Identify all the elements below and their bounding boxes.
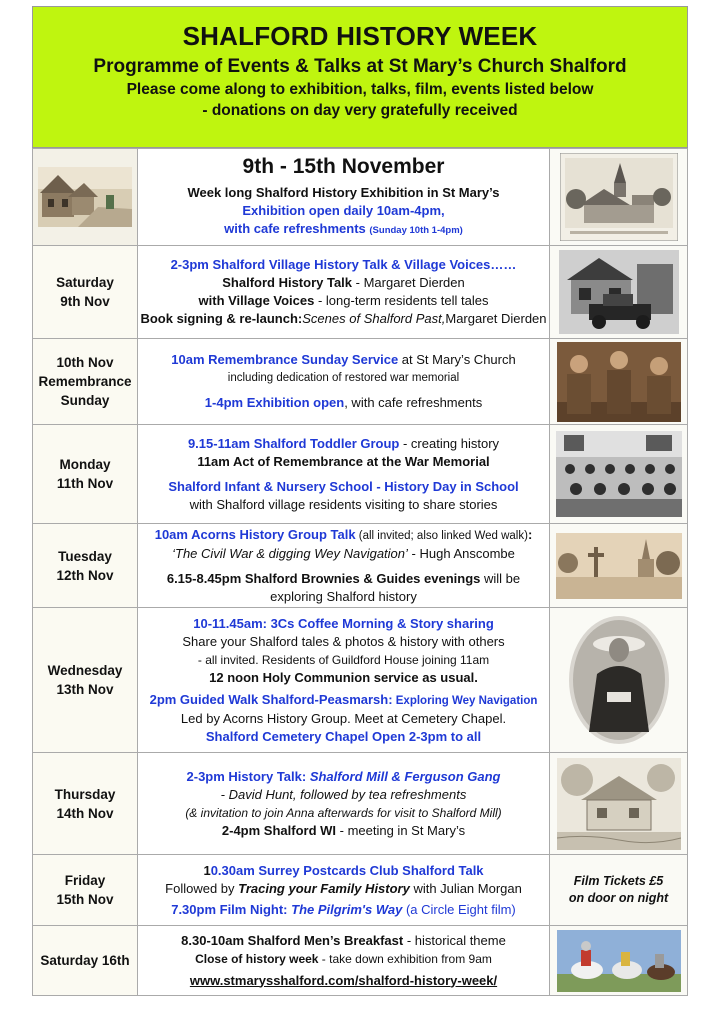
saturday-book-signing: Book signing & re-launch: [140, 311, 303, 326]
wednesday-coffee-morning: 10-11.45am: 3Cs Coffee Morning & Story sharing [193, 615, 494, 631]
saturday-talk-speaker: - Margaret Dierden [352, 275, 465, 290]
saturday-date: 9th Nov [60, 294, 110, 309]
website-link[interactable]: www.stmarysshalford.com/shalford-history-week/ [189, 972, 498, 988]
sunday-service-title: 10am Remembrance Sunday Service [171, 352, 399, 367]
friday-events [138, 855, 550, 926]
street-photo-icon [38, 167, 132, 227]
sunday-row [33, 339, 688, 425]
thursday-day-cell [33, 753, 138, 855]
church-engraving-icon [560, 153, 678, 241]
saturday16-mens-breakfast: 8.30-10am Shalford Men’s Breakfast [181, 932, 404, 948]
intro-text-cell [138, 149, 550, 246]
film-tickets-door: on door on night [568, 891, 669, 905]
wednesday-walk-theme: Exploring Wey Navigation [392, 694, 538, 707]
thursday-wi: 2-4pm Shalford WI [221, 822, 337, 838]
film-tickets-cell [550, 855, 688, 926]
monday-date: 11th Nov [56, 476, 114, 491]
saturday16-day: Saturday 16th [40, 953, 130, 968]
tuesday-date: 12th Nov [56, 567, 114, 583]
monday-act-of-remembrance: 11am Act of Remembrance at the War Memorial [197, 453, 490, 469]
saturday16-close-desc: - take down exhibition from 9am [318, 951, 492, 966]
tuesday-talk-title: ‘The Civil War & digging Wey Navigation’ [172, 545, 408, 561]
sunday-service-location: at St Mary’s Church [398, 352, 516, 367]
friday-day-cell [33, 855, 138, 926]
friday-family-history: Tracing your Family History [238, 880, 410, 896]
thursday-date: 14th Nov [56, 805, 114, 821]
saturday-events [138, 246, 550, 339]
wednesday-holy-communion: 12 noon Holy Communion service as usual. [209, 669, 478, 685]
tuesday-acorns-note: (all invited; also linked Wed walk) [355, 529, 528, 542]
friday-followed-by: Followed by [165, 880, 239, 896]
intro-line: Please come along to exhibition, talks, film, events listed below [126, 81, 594, 98]
saturday16-close: Close of history week [195, 951, 319, 966]
wednesday-date: 13th Nov [56, 682, 114, 697]
tuesday-brownies-guides: 6.15-8.45pm Shalford Brownies & Guides evenings [166, 570, 481, 586]
wednesday-share-tales: Share your Shalford tales & photos & history with others [182, 633, 505, 649]
knights-horses-photo-icon [557, 930, 681, 992]
saturday-book-author: Margaret Dierden [445, 311, 547, 326]
saturday-day-cell [33, 246, 138, 339]
wednesday-residents: - all invited. Residents of Guildford House joining 11am [197, 652, 490, 667]
tuesday-brownies-desc-2: exploring Shalford history [270, 588, 417, 604]
street-photo-cell [33, 149, 138, 246]
tuesday-acorns-talk: 10am Acorns History Group Talk [154, 526, 356, 542]
page-title: SHALFORD HISTORY WEEK [182, 21, 538, 51]
intro-open-hours: Exhibition open daily 10am-4pm, [242, 203, 445, 218]
saturday-day: Saturday [56, 275, 114, 290]
sunday-exhibition-open: 1-4pm Exhibition open [204, 395, 345, 410]
woman-portrait-icon [567, 614, 671, 746]
friday-film-note: (a Circle Eight film) [402, 901, 516, 917]
saturday16-breakfast-theme: - historical theme [403, 932, 506, 948]
sunday-day-cell [33, 339, 138, 425]
car-picture-cell [550, 246, 688, 339]
saturday16-row [33, 926, 688, 996]
sunday-cafe: , with cafe refreshments [344, 395, 483, 410]
saturday16-events [138, 926, 550, 996]
war-memorial-postcard-icon [556, 533, 682, 599]
programme-table [32, 148, 688, 996]
thursday-history-talk: 2-3pm History Talk: [186, 768, 310, 784]
wednesday-walk-meeting: Led by Acorns History Group. Meet at Cemetery Chapel. [180, 710, 507, 726]
friday-row [33, 855, 688, 926]
film-tickets-price: Film Tickets £5 [573, 874, 664, 888]
memorial-picture-cell [550, 524, 688, 608]
friday-film-night: 7.30pm Film Night: [171, 901, 292, 917]
header-banner [32, 6, 688, 148]
tuesday-row [33, 524, 688, 608]
intro-dates: 9th - 15th November [242, 155, 445, 178]
monday-events [138, 425, 550, 524]
friday-postcards-first-digit: 1 [203, 862, 211, 878]
intro-sunday-hours: (Sunday 10th 1-4pm) [369, 225, 463, 236]
saturday-voices-desc: - long-term residents tell tales [314, 293, 489, 308]
monday-school-desc: with Shalford village residents visiting to share stories [189, 496, 498, 512]
saturday-voices-title: with Village Voices [198, 293, 315, 308]
thursday-wi-desc: - meeting in St Mary’s [336, 822, 466, 838]
intro-exhibition: Week long Shalford History Exhibition in St Mary’s [187, 185, 500, 200]
tuesday-speaker: - Hugh Anscombe [407, 545, 515, 561]
monday-toddler-desc: - creating history [399, 435, 500, 451]
friday-postcards-talk: 0.30am Surrey Postcards Club Shalford Talk [210, 862, 484, 878]
thursday-speaker: - David Hunt, followed by tea refreshments [220, 786, 467, 802]
friday-date: 15th Nov [56, 892, 114, 907]
mill-picture-cell [550, 753, 688, 855]
sunday-label: Sunday [60, 393, 110, 408]
vintage-car-photo-icon [559, 250, 679, 334]
portrait-picture-cell [550, 608, 688, 753]
tuesday-events [138, 524, 550, 608]
thursday-mill-visit: (& invitation to join Anna afterwards for visit to Shalford Mill) [185, 805, 502, 820]
wednesday-day-cell [33, 608, 138, 753]
wednesday-row [33, 608, 688, 753]
saturday-talk-title: Shalford History Talk [222, 275, 353, 290]
wednesday-events [138, 608, 550, 753]
tuesday-brownies-desc: will be [480, 570, 521, 586]
sunday-dedication: including dedication of restored war memorial [227, 372, 460, 384]
intro-row [33, 149, 688, 246]
friday-day: Friday [64, 873, 106, 888]
intro-cafe: with cafe refreshments [224, 221, 366, 236]
saturday-line-1: 2-3pm Shalford Village History Talk & Village Voices…… [170, 257, 517, 272]
saturday-row [33, 246, 688, 339]
wednesday-cemetery-chapel: Shalford Cemetery Chapel Open 2-3pm to all [205, 728, 482, 744]
thursday-day: Thursday [54, 786, 116, 802]
church-picture-cell [550, 149, 688, 246]
friday-film-title: The Pilgrim's Way [291, 901, 403, 917]
thursday-row [33, 753, 688, 855]
classroom-picture-cell [550, 425, 688, 524]
soldiers-photo-icon [557, 342, 681, 422]
thursday-talk-title: Shalford Mill & Ferguson Gang [309, 768, 501, 784]
sunday-events [138, 339, 550, 425]
wednesday-day: Wednesday [47, 663, 123, 678]
mill-sketch-icon [557, 758, 681, 850]
sunday-remembrance: Remembrance [38, 374, 132, 389]
monday-row [33, 425, 688, 524]
tuesday-day: Tuesday [58, 548, 112, 564]
saturday-book-title: Scenes of Shalford Past, [302, 311, 446, 326]
monday-day: Monday [59, 457, 111, 472]
tuesday-colon: : [527, 526, 533, 542]
monday-toddler-group: 9.15-11am Shalford Toddler Group [187, 435, 400, 451]
thursday-events [138, 753, 550, 855]
monday-school-history-day: Shalford Infant & Nursery School - History Day in School [168, 478, 519, 494]
soldiers-picture-cell [550, 339, 688, 425]
friday-speaker: with Julian Morgan [409, 880, 522, 896]
classroom-photo-icon [556, 431, 682, 517]
sunday-date: 10th Nov [56, 355, 114, 370]
tuesday-day-cell [33, 524, 138, 608]
wednesday-guided-walk: 2pm Guided Walk Shalford-Peasmarsh: [149, 691, 393, 707]
page-subtitle: Programme of Events & Talks at St Mary’s Church Shalford [93, 56, 627, 77]
donations-line: - donations on day very gratefully received [202, 102, 518, 119]
knights-picture-cell [550, 926, 688, 996]
monday-day-cell [33, 425, 138, 524]
saturday16-day-cell [33, 926, 138, 996]
